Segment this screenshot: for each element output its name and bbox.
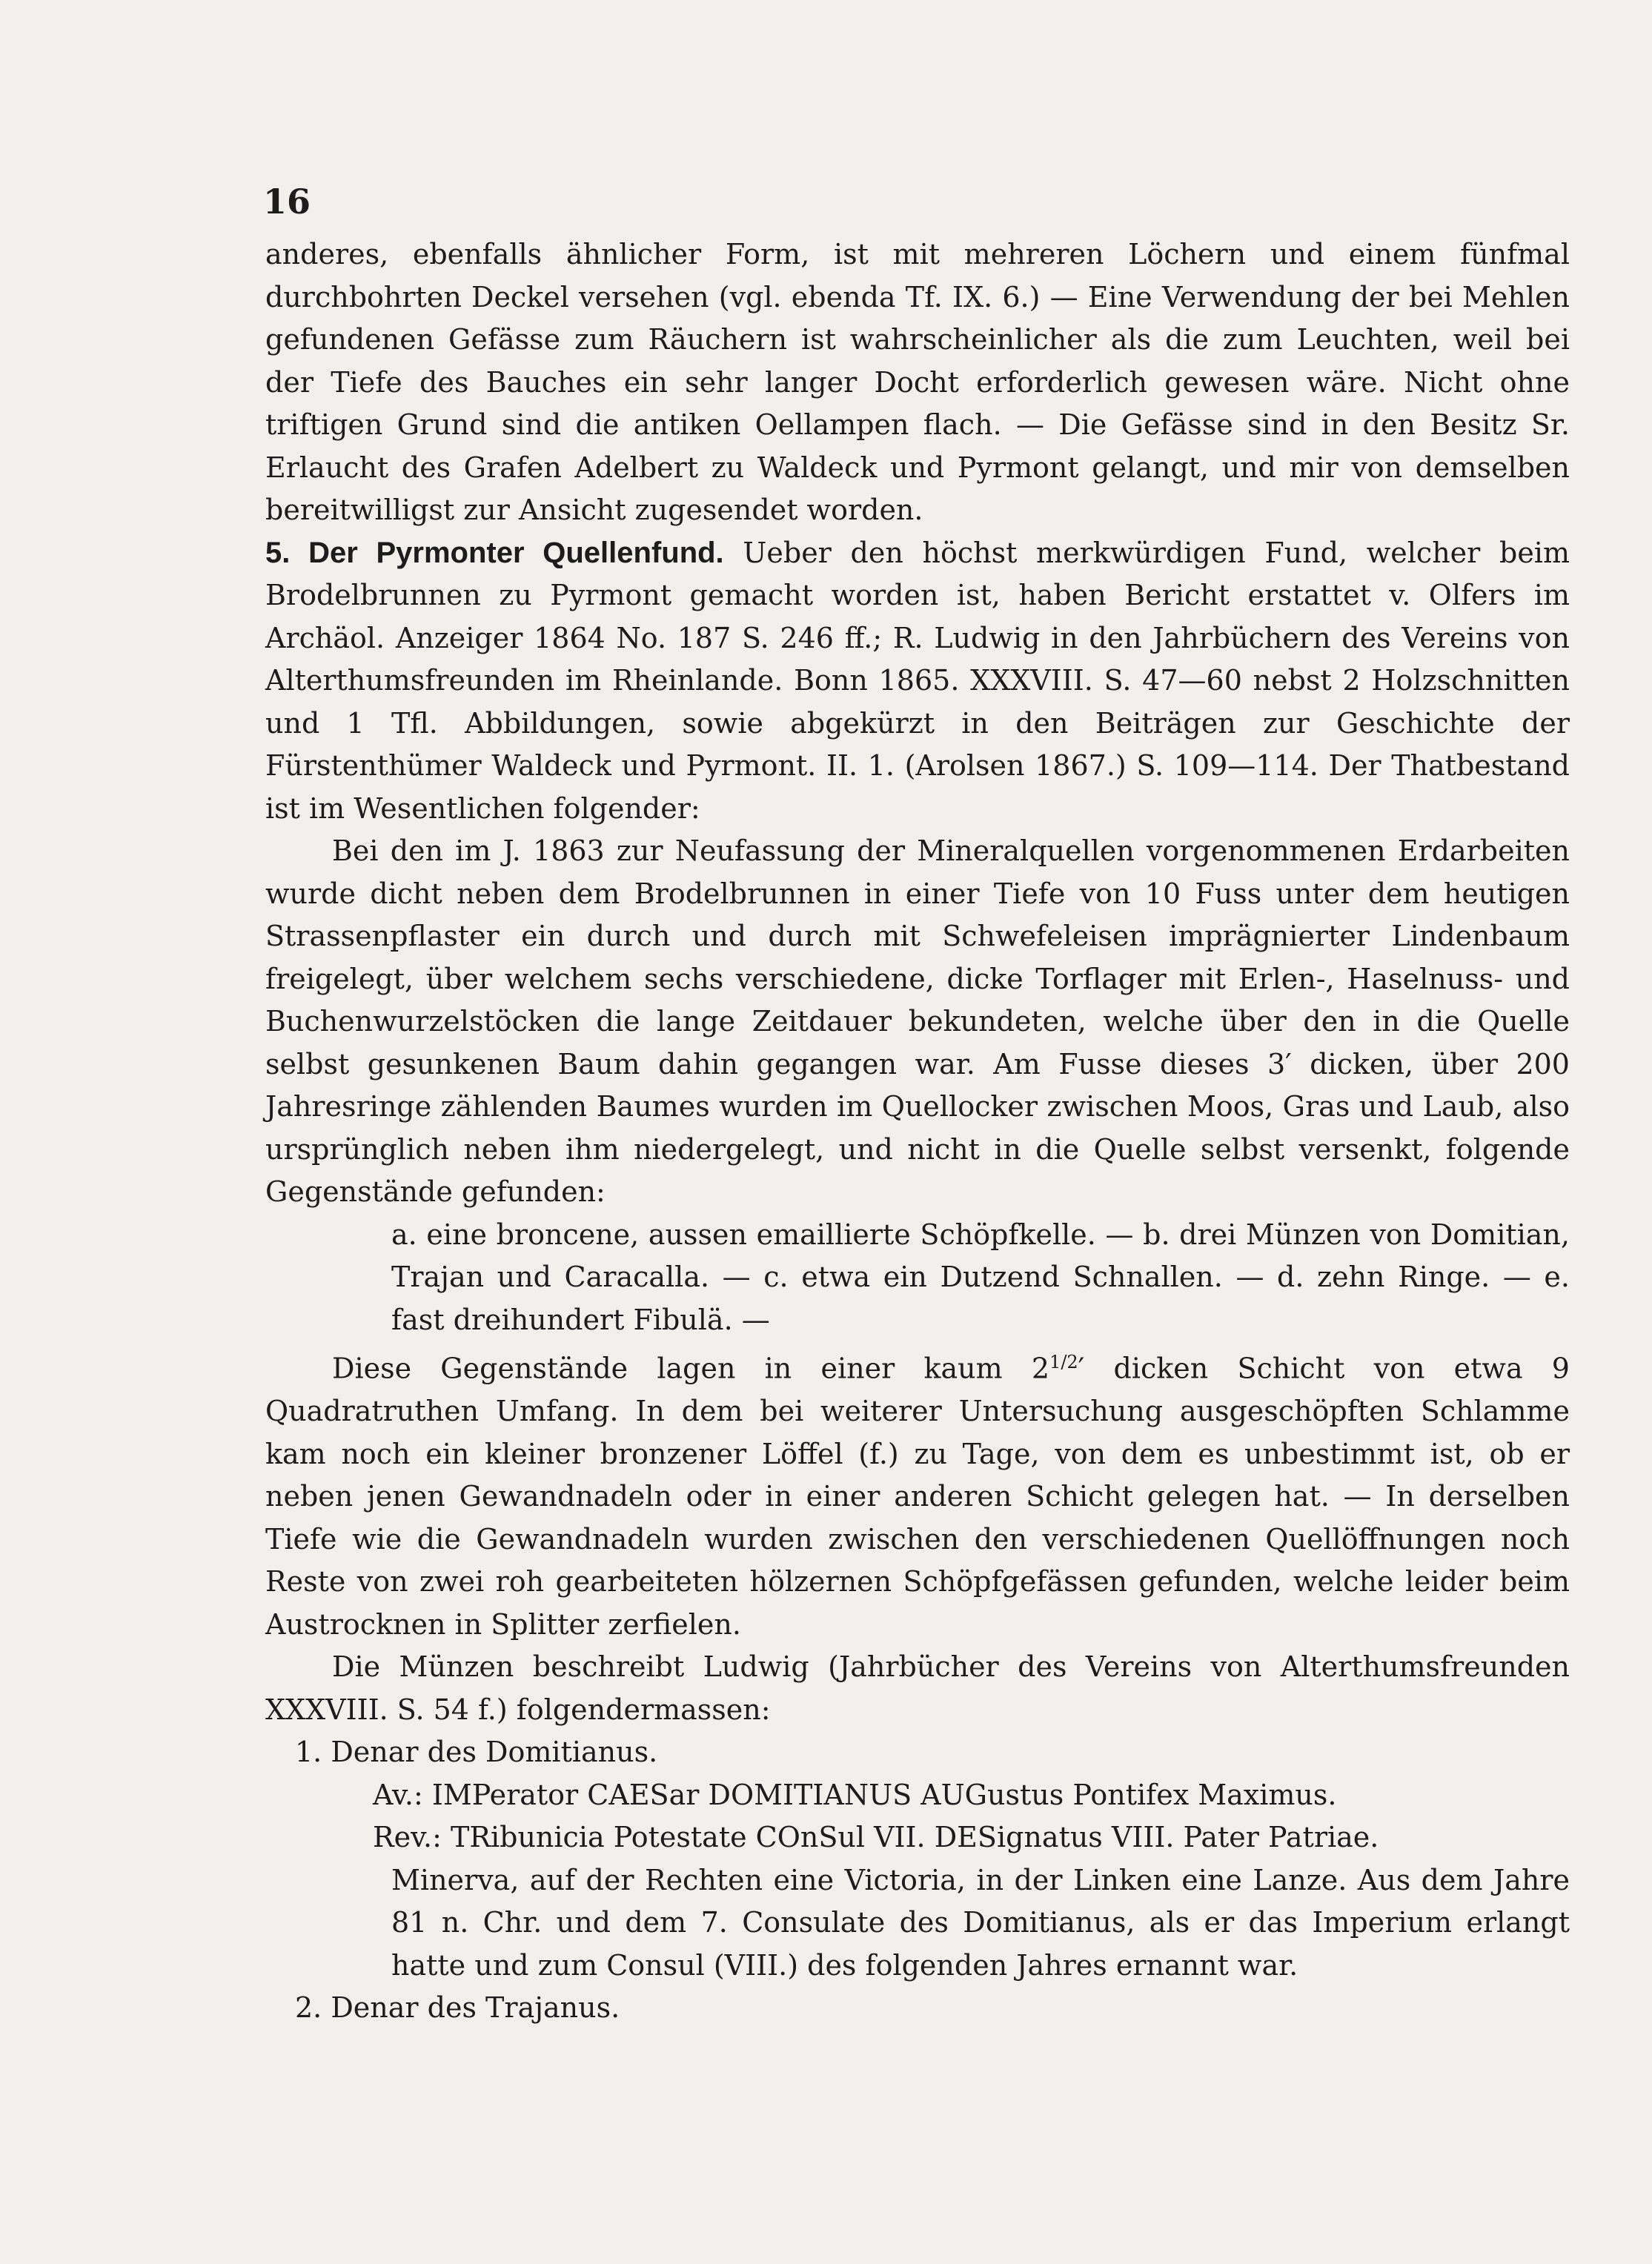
paragraph-layer-rest: ′ dicken Schicht von etwa 9 Quadratruthen Umfang. In dem bei weiterer Untersuchung ausgeschöpften Schlamme kam noch ein kleiner bronzener Löffel (f.) zu Tage, von dem es unbestimmt ist, ob er neben jenen Gewandnadeln oder in einer anderen Schicht gelegen hat. — In derselben Tiefe wie die Gewandnadeln wurden zwischen den verschiedenen Quellöffnungen noch Reste von zwei roh gearbeiteten hölzernen Schöpfgefässen gefunden, welche leider beim Austrocknen in Splitter zerfielen. [265, 1352, 1570, 1641]
fraction-half: 1/2 [1049, 1352, 1078, 1372]
coin-1-description: Minerva, auf der Rechten eine Victoria, in der Linken eine Lanze. Aus dem Jahre 81 n. Chr. und dem 7. Consulate des Domitianus, als er das Imperium erlangt hatte und zum Consul (VIII.) des folgenden Jahres ernannt war. [391, 1863, 1570, 1982]
page-body [265, 233, 1570, 2030]
coin-1-reverse: Rev.: TRibunicia Potestate COnSul VII. DESignatus VIII. Pater Patriae. [373, 1821, 1379, 1854]
coin-2-title: 2. Denar des Trajanus. [295, 1991, 620, 2025]
page-number: 16 [263, 182, 311, 222]
coin-1-obverse: Av.: IMPerator CAESar DOMITIANUS AUGustus Pontifex Maximus. [373, 1778, 1337, 1811]
paragraph-layer [265, 1341, 1570, 1646]
paragraph-layer-start: Diese Gegenstände lagen in einer kaum 2 [332, 1352, 1050, 1385]
section-heading: 5. Der Pyrmonter Quellenfund. [265, 536, 724, 569]
list-found-objects: a. eine broncene, aussen emaillierte Schöpfkelle. — b. drei Münzen von Domitian, Trajan und Caracalla. — c. etwa ein Dutzend Schnallen. — d. zehn Ringe. — e. fast dreihundert Fibulä. — [391, 1218, 1570, 1336]
paragraph-coins-intro: Die Münzen beschreibt Ludwig (Jahrbücher des Vereins von Alterthumsfreunden XXXVIII. S. 54 f.) folgendermassen: [265, 1650, 1570, 1726]
paragraph-pyrmont-find-text: Ueber den höchst merkwürdigen Fund, welcher beim Brodelbrunnen zu Pyrmont gemacht worden ist, haben Bericht erstattet v. Olfers im Archäol. Anzeiger 1864 No. 187 S. 246 ff.; R. Ludwig in den Jahrbüchern des Vereins von Alterthumsfreunden im Rheinlande. Bonn 1865. XXXVIII. S. 47—60 nebst 2 Holzschnitten und 1 Tfl. Abbildungen, sowie abgekürzt in den Beiträgen zur Geschichte der Fürstenthümer Waldeck und Pyrmont. II. 1. (Arolsen 1867.) S. 109—114. Der Thatbestand ist im Wesentlichen folgender: [265, 536, 1570, 825]
coin-1-title: 1. Denar des Domitianus. [295, 1736, 658, 1769]
paragraph-incense-vessels: anderes, ebenfalls ähnlicher Form, ist mit mehreren Löchern und einem fünfmal durchbohrten Deckel versehen (vgl. ebenda Tf. IX. 6.) — Eine Verwendung der bei Mehlen gefundenen Gefässe zum Räuchern ist wahrscheinlicher als die zum Leuchten, weil bei der Tiefe des Bauches ein sehr langer Docht erforderlich gewesen wäre. Nicht ohne triftigen Grund sind die antiken Oellampen flach. — Die Gefässe sind in den Besitz Sr. Erlaucht des Grafen Adelbert zu Waldeck und Pyrmont gelangt, und mir von demselben bereitwilligst zur Ansicht zugesendet worden. [265, 238, 1570, 526]
paragraph-pyrmont-find [265, 532, 1570, 831]
paragraph-excavation: Bei den im J. 1863 zur Neufassung der Mineralquellen vorgenommenen Erdarbeiten wurde dicht neben dem Brodelbrunnen in einer Tiefe von 10 Fuss unter dem heutigen Strassenpflaster ein durch und durch mit Schwefeleisen imprägnierter Lindenbaum freigelegt, über welchem sechs verschiedene, dicke Torflager mit Erlen-, Haselnuss- und Buchenwurzelstöcken die lange Zeitdauer bekundeten, welche über den in die Quelle selbst gesunkenen Baum dahin gegangen war. Am Fusse dieses 3′ dicken, über 200 Jahresringe zählenden Baumes wurden im Quellocker zwischen Moos, Gras und Laub, also ursprünglich neben ihm niedergelegt, und nicht in die Quelle selbst versenkt, folgende Gegenstände gefunden: [265, 834, 1570, 1208]
